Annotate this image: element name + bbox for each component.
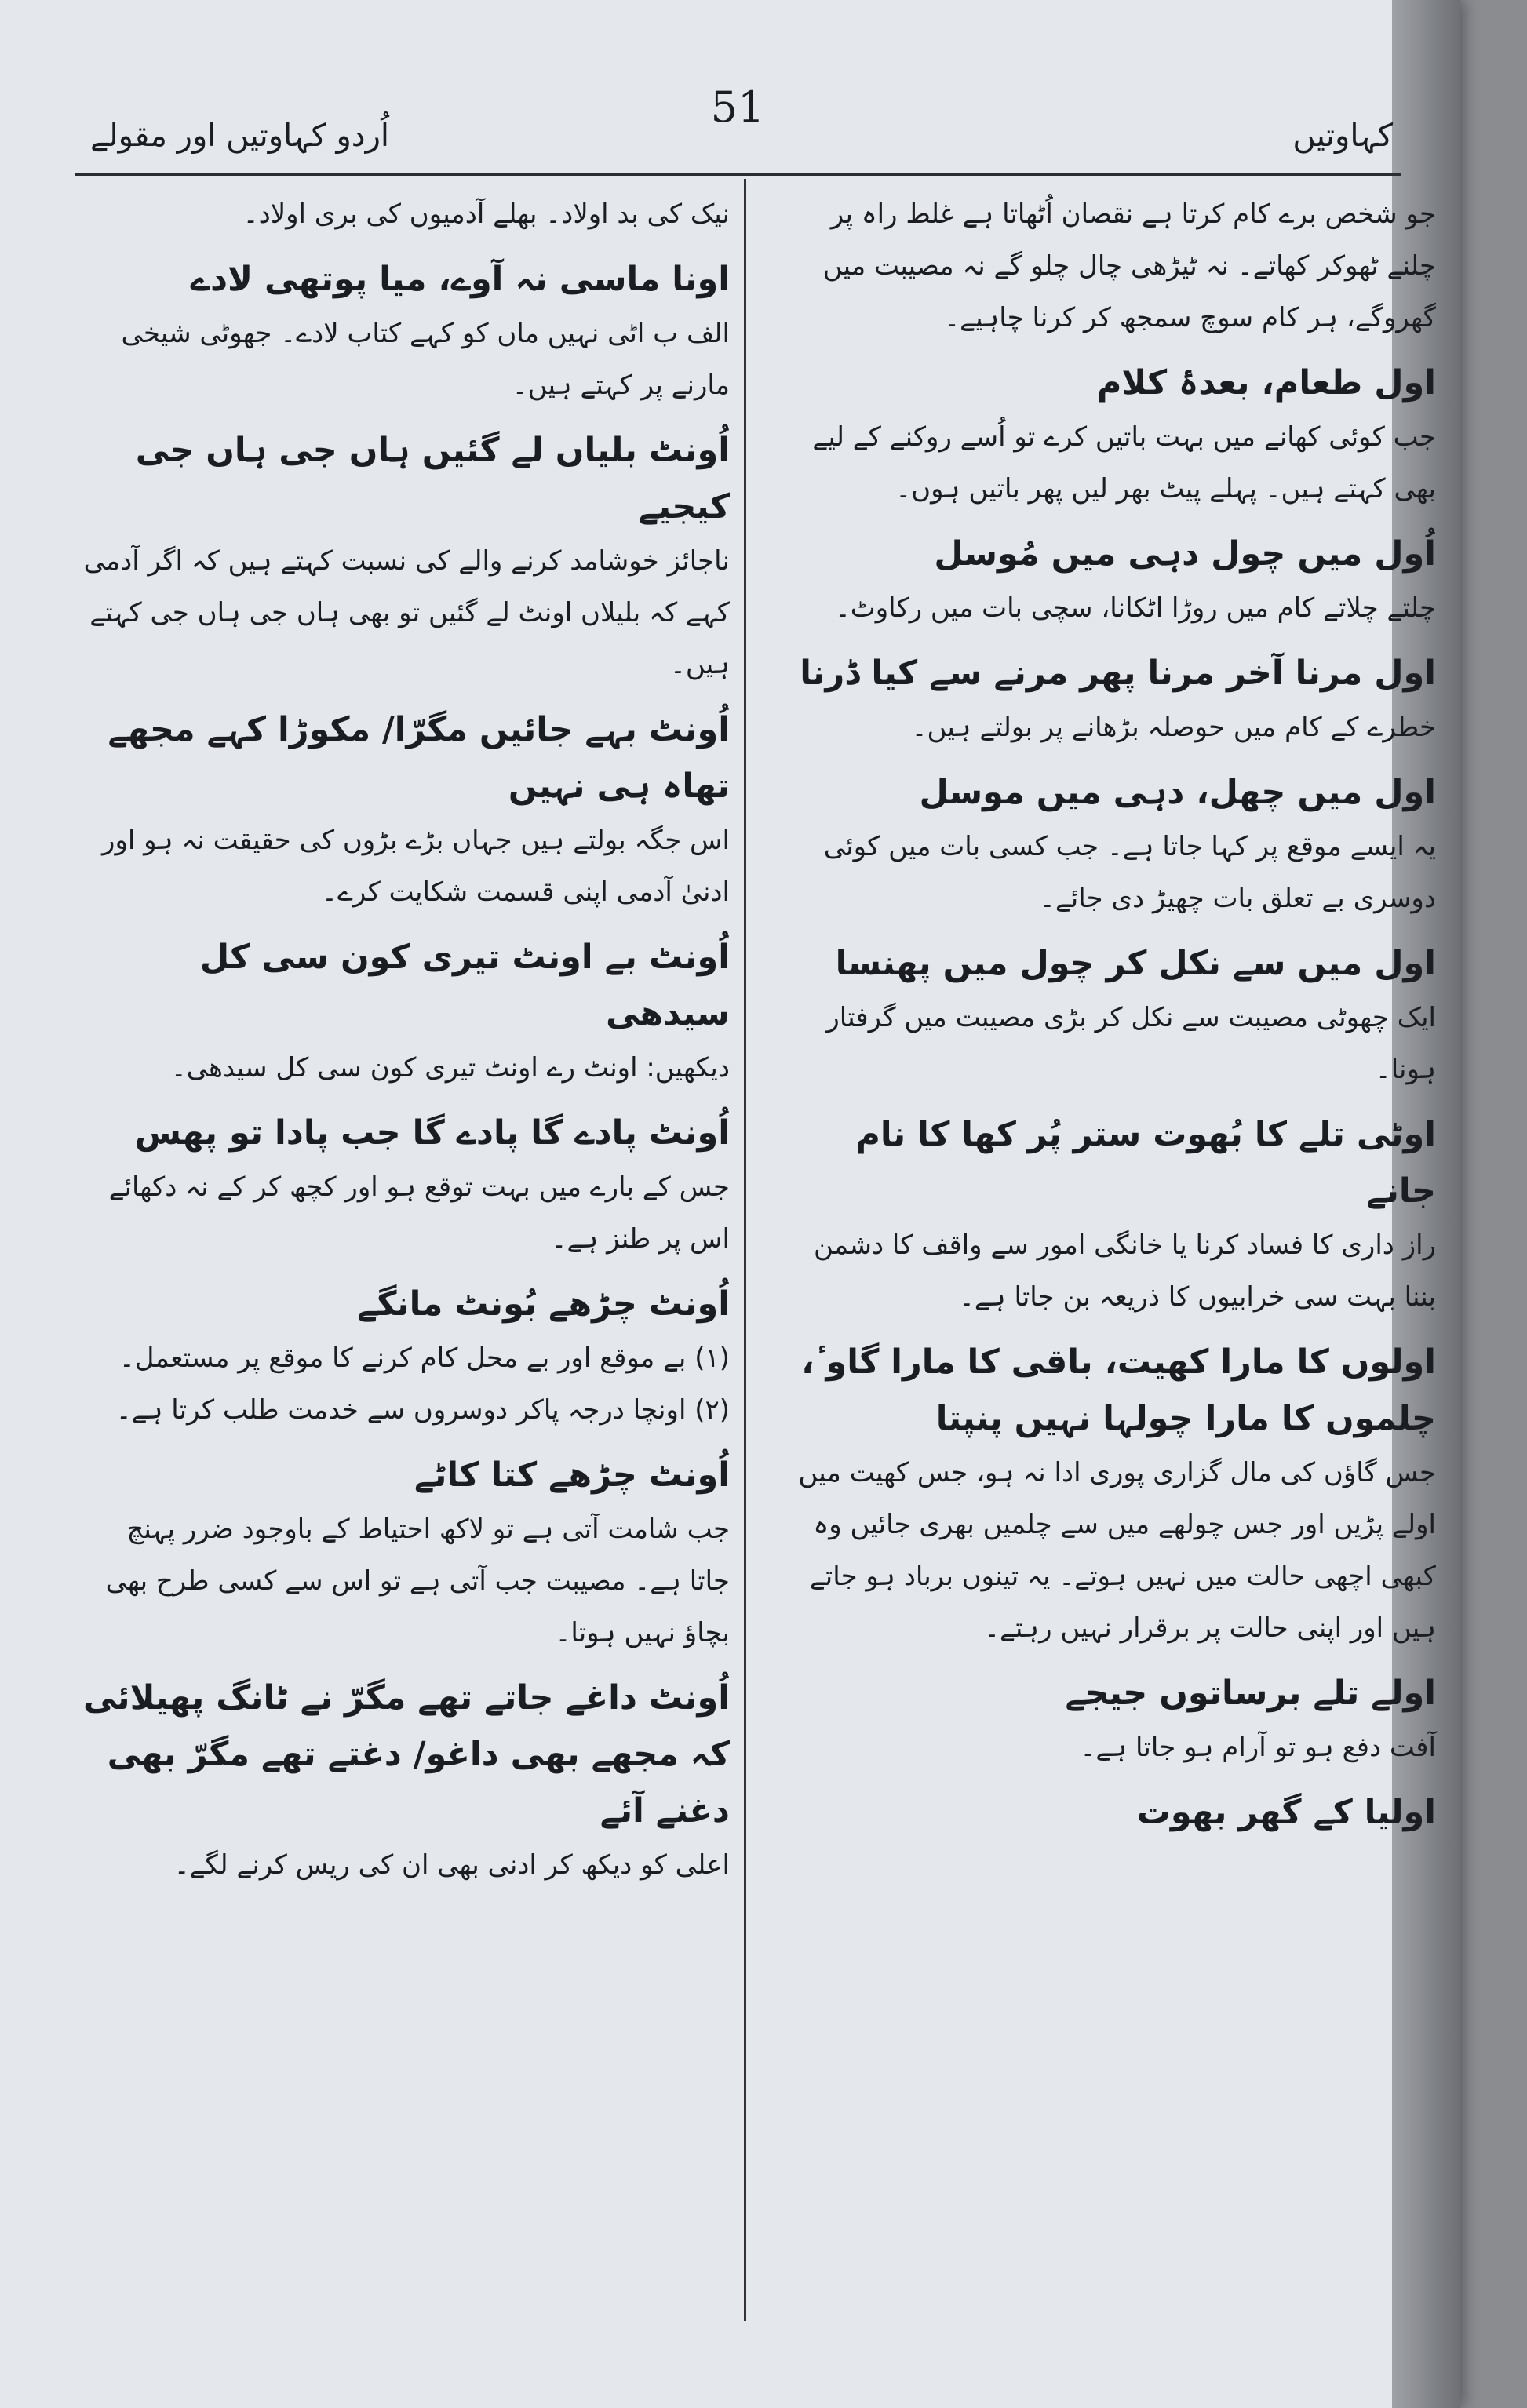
proverb-entry — [78, 251, 730, 411]
header-rule — [75, 173, 1401, 176]
proverb-entry — [785, 645, 1436, 753]
proverb-meaning: الف ب اٹی نہیں ماں کو کہے کتاب لادے۔ جھوٹی شیخی مارنے پر کہتے ہیں۔ — [121, 318, 730, 401]
left-column — [78, 188, 730, 1902]
proverb-heading: اولے تلے برساتوں جیجے — [1065, 1674, 1436, 1713]
right-column — [785, 188, 1436, 1852]
proverb-heading: اُونٹ بہے جائیں مگرّا/ مکوڑا کہے مجھے تھاہ ہی نہیں — [108, 710, 730, 806]
proverb-heading: اونا ماسی نہ آوے، میا پوتھی لادے — [190, 260, 730, 299]
proverb-entry — [785, 355, 1436, 515]
proverb-meaning: جو شخص برے کام کرتا ہے نقصان اُٹھاتا ہے غلط راہ پر چلنے ٹھوکر کھاتے۔ نہ ٹیڑھی چال چلو گے نہ مصیبت میں گھروگے، ہر کام سوچ سمجھ کر کرنا چاہیے۔ — [822, 199, 1436, 333]
proverb-meaning: راز داری کا فساد کرنا یا خانگی امور سے واقف کا دشمن بننا بہت سی خرابیوں کا ذریعہ بن جاتا ہے۔ — [813, 1230, 1436, 1313]
proverb-entry — [78, 1105, 730, 1265]
proverb-meaning: ناجائز خوشامد کرنے والے کی نسبت کہتے ہیں کہ اگر آدمی کہے کہ بلیلاں اونٹ لے گئیں تو بھی ہاں جی ہاں جی کہتے ہیں۔ — [83, 545, 730, 680]
proverb-meaning: اعلی کو دیکھ کر ادنی بھی ان کی ریس کرنے لگے۔ — [173, 1849, 730, 1881]
proverb-meaning: آفت دفع ہو تو آرام ہو جاتا ہے۔ — [1080, 1732, 1436, 1763]
header-right-title: کہاوتیں — [1292, 118, 1393, 154]
proverb-meaning: خطرے کے کام میں حوصلہ بڑھانے پر بولتے ہیں۔ — [911, 712, 1436, 743]
proverb-meaning: نیک کی بد اولاد۔ بھلے آدمیوں کی بری اولاد۔ — [242, 199, 730, 230]
proverb-heading: اول مرنا آخر مرنا پھر مرنے سے کیا ڈرنا — [800, 654, 1436, 693]
proverb-meaning: یہ ایسے موقع پر کہا جاتا ہے۔ جب کسی بات میں کوئی دوسری بے تعلق بات چھیڑ دی جائے۔ — [823, 831, 1436, 914]
proverb-entry — [785, 1665, 1436, 1773]
proverb-meaning: دیکھیں: اونٹ رے اونٹ تیری کون سی کل سیدھی۔ — [170, 1052, 730, 1084]
page-number: 51 — [710, 82, 765, 132]
proverb-entry — [78, 422, 730, 690]
proverb-meaning: جس کے بارے میں بہت توقع ہو اور کچھ کر کے نہ دکھائے اس پر طنز ہے۔ — [108, 1171, 730, 1255]
proverb-entry — [78, 929, 730, 1094]
proverb-meaning: ایک چھوٹی مصیبت سے نکل کر بڑی مصیبت میں گرفتار ہونا۔ — [826, 1002, 1436, 1085]
proverb-entry — [78, 1670, 730, 1891]
proverb-heading: اُونٹ داغے جاتے تھے مگرّ نے ٹانگ پھیلائی کہ مجھے بھی داغو/ دغتے تھے مگرّ بھی دغنے آئے — [82, 1678, 730, 1831]
proverb-entry — [785, 764, 1436, 924]
proverb-heading: اولیا کے گھر بھوت — [1136, 1793, 1436, 1832]
proverb-entry — [785, 1334, 1436, 1654]
proverb-heading: اُونٹ بے اونٹ تیری کون سی کل سیدھی — [199, 938, 730, 1033]
proverb-entry — [78, 1447, 730, 1659]
page-header — [75, 82, 1401, 177]
proverb-meaning: (۱) بے موقع اور بے محل کام کرنے کا موقع پر مستعمل۔ (۲) اونچا درجہ پاکر دوسروں سے خدمت طلب کرتا ہے۔ — [115, 1342, 730, 1426]
proverb-heading: اُونٹ بلیاں لے گئیں ہاں جی ہاں جی کیجیے — [135, 431, 730, 526]
column-divider — [744, 179, 746, 2321]
proverb-heading: اوٹی تلے کا بُھوت ستر پُر کھا کا نام جانے — [855, 1115, 1436, 1211]
proverb-entry — [785, 188, 1436, 344]
proverb-heading: اولوں کا مارا کھیت، باقی کا مارا گاو ٔ، چلموں کا مارا چولہا نہیں پنپتا — [801, 1342, 1436, 1438]
proverb-meaning: جب کوئی کھانے میں بہت باتیں کرے تو اُسے روکنے کے لیے بھی کہتے ہیں۔ پہلے پیٹ بھر لیں پھر باتیں ہوں۔ — [812, 421, 1436, 505]
proverb-meaning: اس جگہ بولتے ہیں جہاں بڑے بڑوں کی حقیقت نہ ہو اور ادنیٰ آدمی اپنی قسمت شکایت کرے۔ — [102, 825, 730, 908]
proverb-heading: اُونٹ چڑھے بُونٹ مانگے — [357, 1284, 730, 1324]
proverb-heading: اُونٹ چڑھے کتا کاٹے — [414, 1455, 730, 1495]
proverb-entry — [785, 526, 1436, 634]
proverb-meaning: جب شامت آتی ہے تو لاکھ احتیاط کے باوجود ضرر پہنچ جاتا ہے۔ مصیبت جب آتی ہے تو اس سے کسی طرح بھی بچاؤ نہیں ہوتا۔ — [105, 1514, 730, 1648]
proverb-entry — [78, 1276, 730, 1436]
proverb-entry — [785, 935, 1436, 1095]
proverb-heading: اول میں سے نکل کر چول میں پھنسا — [835, 944, 1436, 983]
header-left-title: اُردو کہاوتیں اور مقولے — [90, 118, 390, 154]
proverb-entry — [785, 1784, 1436, 1841]
proverb-entry — [78, 701, 730, 918]
proverb-meaning: چلتے چلاتے کام میں روڑا اٹکانا، سچی بات میں رکاوٹ۔ — [834, 592, 1436, 624]
proverb-entry — [78, 188, 730, 240]
proverb-heading: اُول میں چول دہی میں مُوسل — [934, 534, 1436, 574]
proverb-heading: اول میں چھل، دہی میں موسل — [919, 773, 1436, 812]
proverb-meaning: جس گاؤں کی مال گزاری پوری ادا نہ ہو، جس کھیت میں اولے پڑیں اور جس چولھے میں سے چلمیں بھری جائیں وہ کبھی اچھی حالت میں نہیں ہوتے۔ یہ تینوں برباد ہو جاتے ہیں اور اپنی حالت پر برقرار نہیں رہتے۔ — [798, 1457, 1436, 1644]
proverb-heading: اُونٹ پادے گا پادے گا جب پادا تو پھس — [134, 1113, 730, 1153]
proverb-heading: اول طعام، بعدۂ کلام — [1096, 363, 1436, 403]
proverb-entry — [785, 1106, 1436, 1323]
